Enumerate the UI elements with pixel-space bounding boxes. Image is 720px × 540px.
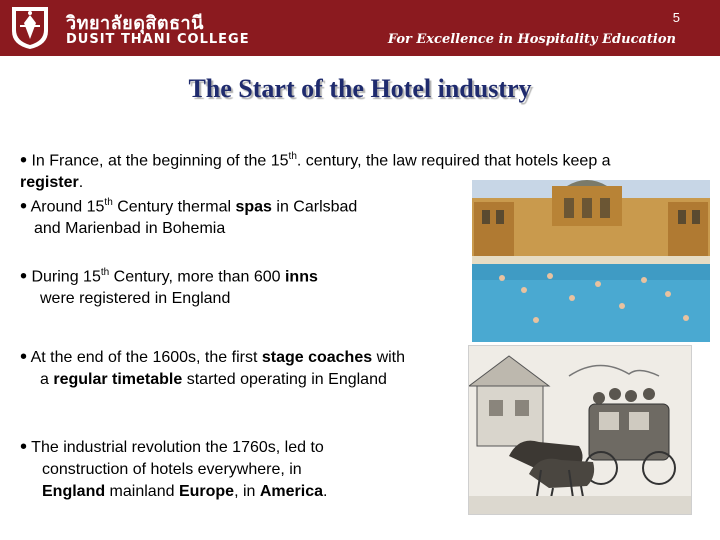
- bullet-text: with: [372, 349, 406, 366]
- bullet-text: mainland: [105, 483, 179, 500]
- stage-coach-illustration: [468, 345, 692, 515]
- bullet-text: In France, at the beginning of the 15: [31, 152, 289, 170]
- page-number: 5: [672, 10, 680, 25]
- bullet-text: Around 15: [30, 198, 105, 216]
- college-crest-icon: [8, 3, 52, 51]
- bullet-text: Century thermal: [112, 198, 236, 216]
- bullet-icon: •: [20, 195, 28, 218]
- thermal-spa-photo: [472, 180, 710, 342]
- college-tagline: For Excellence in Hospitality Education: [387, 32, 676, 47]
- college-name-english: DUSIT THANI COLLEGE: [66, 32, 250, 47]
- bullet-text: .: [323, 483, 328, 500]
- bullet-text: The industrial revolution the 1760s, led to: [31, 439, 324, 456]
- bold-term: spas: [235, 198, 272, 216]
- bold-term: register: [20, 174, 79, 192]
- bold-term: stage coaches: [261, 349, 373, 366]
- bullet-inns-england: [20, 262, 460, 310]
- slide-title: The Start of the Hotel industry: [188, 74, 532, 103]
- bullet-icon: •: [20, 149, 28, 172]
- bullet-industrial-revolution: [20, 436, 460, 503]
- college-name-thai: วิทยาลัยดุสิตธานี: [66, 13, 204, 34]
- bold-term: England: [42, 483, 106, 500]
- bullet-text: During 15: [31, 268, 101, 286]
- bullet-text: were registered in England: [40, 290, 231, 308]
- superscript: th: [288, 151, 297, 162]
- bullet-text: Century, more than 600: [109, 268, 285, 286]
- bold-term: regular timetable: [53, 371, 183, 388]
- bullet-text: .: [78, 174, 84, 192]
- bullet-text: . century, the law required that hotels keep a: [296, 152, 611, 170]
- superscript: th: [104, 197, 113, 208]
- bullet-thermal-spas: [20, 192, 460, 240]
- bold-term: Europe: [178, 483, 235, 500]
- bullet-text: , in: [234, 483, 260, 500]
- superscript: th: [100, 267, 110, 278]
- bullet-text: At the end of the 1600s, the first: [30, 349, 262, 366]
- bold-term: inns: [284, 268, 318, 286]
- bullet-icon: •: [20, 265, 28, 288]
- bullet-icon: •: [20, 436, 28, 458]
- bullet-text: a: [40, 371, 54, 388]
- bullet-text: and Marienbad in Bohemia: [34, 220, 226, 238]
- bullet-text: in Carlsbad: [271, 198, 358, 216]
- bullet-text: construction of hotels everywhere, in: [42, 461, 302, 478]
- header-bar: [0, 0, 720, 56]
- bullet-text: started operating in England: [182, 371, 387, 388]
- bullet-icon: •: [20, 346, 28, 368]
- bullet-stage-coaches: [20, 346, 470, 391]
- bold-term: America: [259, 483, 324, 500]
